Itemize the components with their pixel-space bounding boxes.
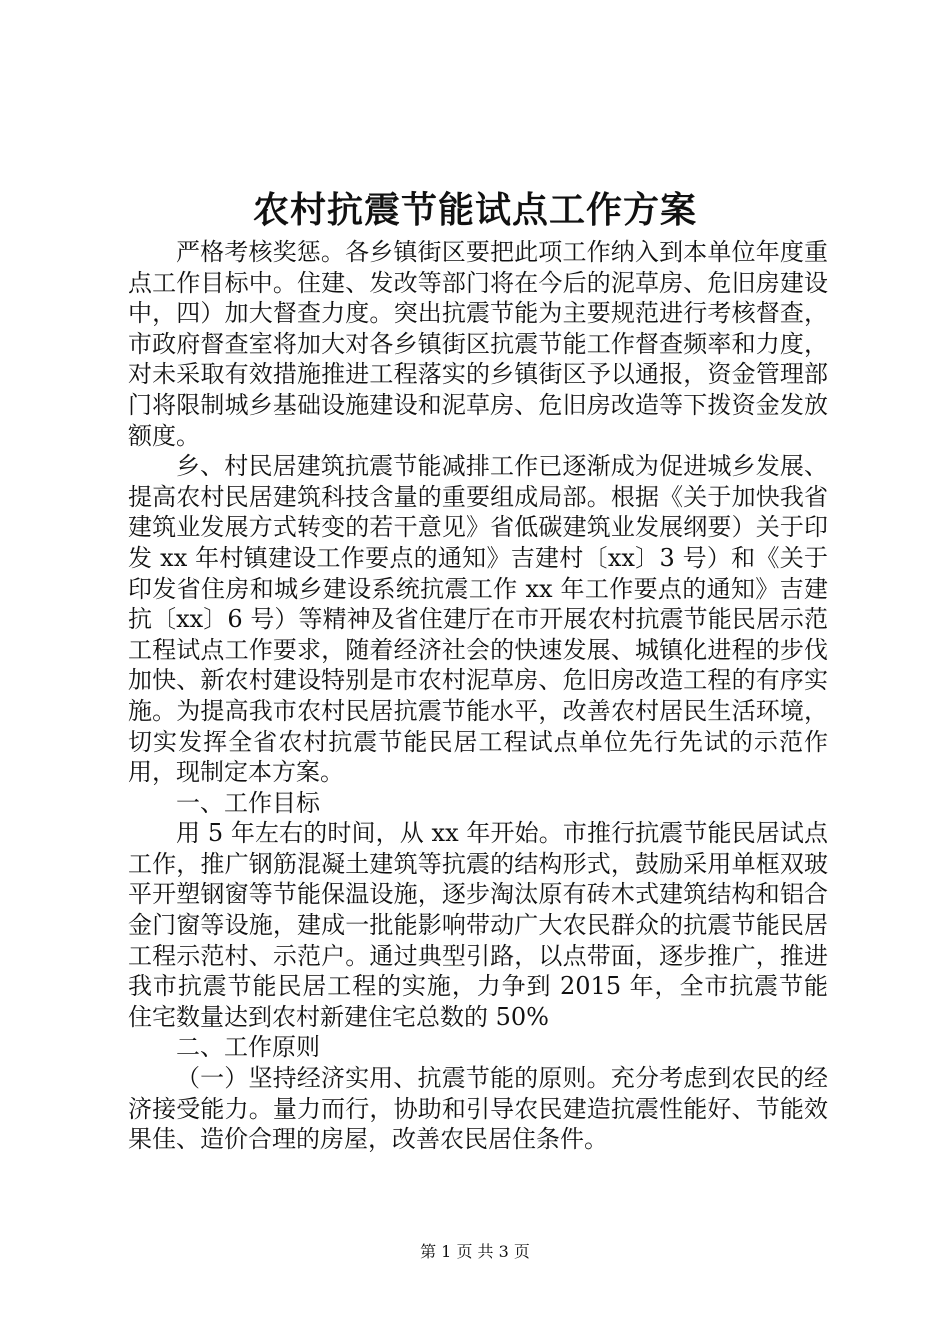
paragraph-background: 乡、村民居建筑抗震节能减排工作已逐渐成为促进城乡发展、提高农村民居建筑科技含量的重要组成局部。根据《关于加快我省建筑业发展方式转变的若干意见》省低碳建筑业发展纲要）关于印发 xx 年村镇建设工作要点的通知》吉建村〔xx〕3 号）和《关于印发省住房和城乡建设系统抗震工作 xx 年工作要点的通知》吉建抗〔xx〕6 号）等精神及省住建厅在市开展农村抗震节能民居示范工程试点工作要求，随着经济社会的快速发展、城镇化进程的步伐加快、新农村建设特别是市农村泥草房、危旧房改造工程的有序实施。为提高我市农村民居抗震节能水平，改善农村居民生活环境，切实发挥全省农村抗震节能民居工程试点单位先行先试的示范作用，现制定本方案。 (128, 452, 828, 787)
document-body (128, 237, 828, 1155)
heading-work-goals: 一、工作目标 (176, 788, 320, 817)
page-footer: 第 1 页 共 3 页 (420, 1242, 530, 1261)
paragraph-work-goals: 用 5 年左右的时间，从 xx 年开始。市推行抗震节能民居试点工作，推广钢筋混凝土建筑等抗震的结构形式，鼓励采用单框双玻平开塑钢窗等节能保温设施，逐步淘汰原有砖木式建筑结构和铝合金门窗等设施，建成一批能影响带动广大农民群众的抗震节能民居工程示范村、示范户。通过典型引路，以点带面，逐步推广，推进我市抗震节能民居工程的实施，力争到 2015 年，全市抗震节能住宅数量达到农村新建住宅总数的 50% (128, 819, 828, 1031)
heading-work-principles: 二、工作原则 (176, 1033, 320, 1062)
paragraph-assessment: 严格考核奖惩。各乡镇街区要把此项工作纳入到本单位年度重点工作目标中。住建、发改等部门将在今后的泥草房、危旧房建设中，四）加大督查力度。突出抗震节能为主要规范进行考核督查，市政府督查室将加大对各乡镇街区抗震节能工作督查频率和力度，对未采取有效措施推进工程落实的乡镇街区予以通报，资金管理部门将限制城乡基础设施建设和泥草房、危旧房改造等下拨资金发放额度。 (128, 238, 828, 450)
paragraph-principle-one: （一）坚持经济实用、抗震节能的原则。充分考虑到农民的经济接受能力。量力而行，协助和引导农民建造抗震性能好、节能效果佳、造价合理的房屋，改善农民居住条件。 (128, 1064, 828, 1154)
document-title: 农村抗震节能试点工作方案 (252, 189, 697, 231)
